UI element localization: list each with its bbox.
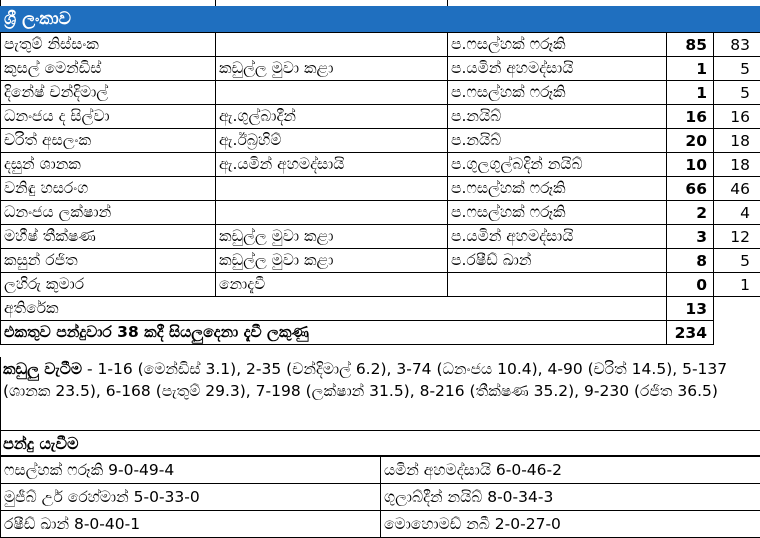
dismissal-bowler — [448, 273, 667, 297]
extras-value: 13 — [667, 297, 714, 321]
batter-balls: 1 — [714, 273, 760, 297]
dismissal-bowler: ප.ගුලගුල්බදින් නයිබ් — [448, 153, 667, 177]
fall-of-wickets-text: - 1-16 (මෙන්ඩිස් 3.1), 2-35 (චන්දිමාල් 6.2), 3-74 (ධනංජය 10.4), 4-90 (චරිත් 14.5), 5-137 (ශානක 23.5), 6-168 (පැතුම් 29.3), 7-198 (ලක්ෂාන් 31.5), 8-216 (තීක්ෂණ 35.2), 9-230 (රජිත 36.5) — [3, 360, 727, 400]
batter-row — [1, 81, 760, 105]
bowler-figures: රෂීඩ් ඛාන් 8-0-40-1 — [1, 511, 381, 538]
batter-row — [1, 249, 760, 273]
total-row — [1, 321, 760, 345]
batter-runs: 8 — [667, 249, 714, 273]
batter-runs: 16 — [667, 105, 714, 129]
dismissal-bowler: ප.ෆසල්හක් ෆරූකි — [448, 177, 667, 201]
bowler-figures: මොහොමඩ් නබී 2-0-27-0 — [381, 511, 760, 538]
bowler-figures: ෆසල්හක් ෆරූකි 9-0-49-4 — [1, 457, 381, 484]
batter-name: මහීෂ් තීක්ෂණ — [1, 225, 216, 249]
dismissal-bowler: ප.යමින් අහමද්සායි — [448, 225, 667, 249]
batter-name: දිනේෂ් චන්දිමාල් — [1, 81, 216, 105]
batter-row — [1, 105, 760, 129]
batter-balls: 5 — [714, 81, 760, 105]
batter-name: කුසල් මෙන්ඩිස් — [1, 57, 216, 81]
batting-table — [0, 32, 760, 345]
bowler-figures: යමින් අහමද්සායි 6-0-46-2 — [381, 457, 760, 484]
batter-runs: 66 — [667, 177, 714, 201]
dismissal-bowler: ප.යමින් අහමද්සායි — [448, 57, 667, 81]
batter-balls: 5 — [714, 249, 760, 273]
extras-label: අතිරේක — [1, 297, 667, 321]
dismissal-bowler: ප.ෆසල්හක් ෆරූකි — [448, 33, 667, 57]
batter-row — [1, 201, 760, 225]
dismissal-fielder — [216, 33, 448, 57]
batter-name: චරිත් අසලංක — [1, 129, 216, 153]
dismissal-bowler: ප.ෆසල්හක් ෆරූකි — [448, 81, 667, 105]
batter-name: වනිඳු හසරංග — [1, 177, 216, 201]
empty-cell — [714, 321, 760, 345]
bowling-row — [1, 457, 760, 484]
batter-row — [1, 129, 760, 153]
batter-runs: 0 — [667, 273, 714, 297]
batter-name: ධනංජය ද සිල්වා — [1, 105, 216, 129]
batter-row — [1, 225, 760, 249]
empty-cell — [714, 297, 760, 321]
batter-name: කසුන් රජිත — [1, 249, 216, 273]
extras-row — [1, 297, 760, 321]
fall-of-wickets — [0, 357, 760, 431]
batter-name: ලහිරු කුමාර — [1, 273, 216, 297]
dismissal-bowler: ප.නයිබ් — [448, 105, 667, 129]
batter-name: දසුන් ශානක — [1, 153, 216, 177]
batter-runs: 20 — [667, 129, 714, 153]
batter-row — [1, 57, 760, 81]
total-value: 234 — [667, 321, 714, 345]
dismissal-fielder — [216, 201, 448, 225]
dismissal-bowler: ප.නයිබ් — [448, 129, 667, 153]
batter-balls: 46 — [714, 177, 760, 201]
batter-runs: 85 — [667, 33, 714, 57]
dismissal-fielder: නොදැවී — [216, 273, 448, 297]
batter-row — [1, 153, 760, 177]
batter-balls: 18 — [714, 129, 760, 153]
batter-row — [1, 177, 760, 201]
dismissal-fielder: ඇ.ඊබ්‍රහිම් — [216, 129, 448, 153]
batter-balls: 12 — [714, 225, 760, 249]
batter-runs: 10 — [667, 153, 714, 177]
batter-balls: 16 — [714, 105, 760, 129]
bowling-row — [1, 484, 760, 511]
dismissal-fielder: කඩුල්ල මුවා කළා — [216, 249, 448, 273]
bowler-figures: ගුලාබ්දීන් නයිබ් 8-0-34-3 — [381, 484, 760, 511]
dismissal-fielder: කඩුල්ල මුවා කළා — [216, 225, 448, 249]
batter-balls: 4 — [714, 201, 760, 225]
fall-of-wickets-label: කඩුලු වැටීම — [3, 360, 82, 378]
bowling-heading: පන්දු යැවීම — [0, 431, 760, 456]
batter-balls: 5 — [714, 57, 760, 81]
batter-runs: 2 — [667, 201, 714, 225]
bowler-figures: මුජීබ් උර් රෙහ්මාන් 5-0-33-0 — [1, 484, 381, 511]
bowling-table — [0, 456, 760, 538]
dismissal-bowler: ප.ෆසල්හක් ෆරූකි — [448, 201, 667, 225]
total-label: එකතුව පන්දුවාර 38 කදී සියලුදෙනා දැවී ලකුණු — [1, 321, 667, 345]
dismissal-fielder: ඇ.යමින් අහමද්සායි — [216, 153, 448, 177]
batter-runs: 1 — [667, 57, 714, 81]
batter-runs: 1 — [667, 81, 714, 105]
dismissal-bowler: ප.රෂීඩ් ඛාන් — [448, 249, 667, 273]
batter-runs: 3 — [667, 225, 714, 249]
batter-balls: 83 — [714, 33, 760, 57]
batter-name: ධනංජය ලක්ෂාන් — [1, 201, 216, 225]
innings-header: ශ්‍රී ලංකාව — [0, 6, 760, 32]
batter-row — [1, 273, 760, 297]
batter-name: පැතුම් නිස්සංක — [1, 33, 216, 57]
dismissal-fielder — [216, 81, 448, 105]
dismissal-fielder: ඇ.ගුල්බාදීන් — [216, 105, 448, 129]
dismissal-fielder — [216, 177, 448, 201]
dismissal-fielder: කඩුල්ල මුවා කළා — [216, 57, 448, 81]
batter-row — [1, 33, 760, 57]
batter-balls: 18 — [714, 153, 760, 177]
bowling-row — [1, 511, 760, 538]
